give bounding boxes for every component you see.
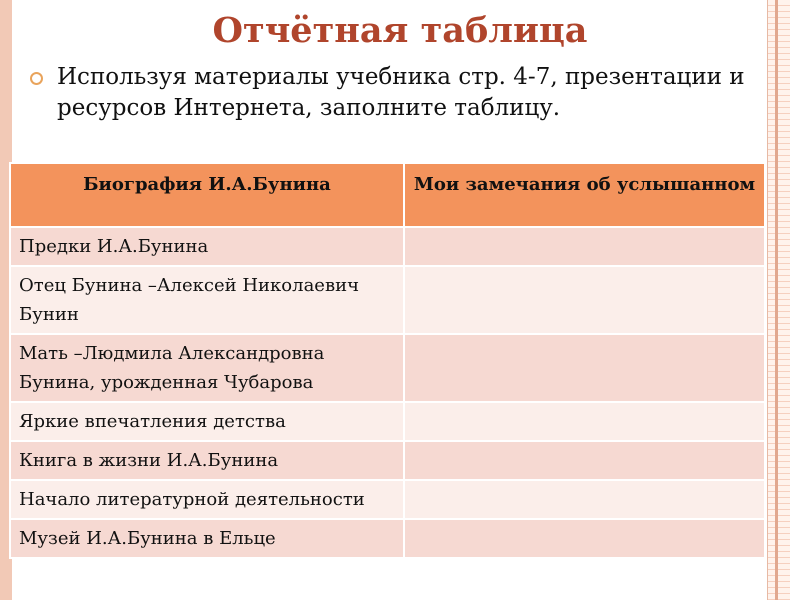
row-topic: Начало литературной деятельности (10, 480, 404, 519)
row-topic: Музей И.А.Бунина в Ельце (10, 519, 404, 558)
row-topic: Отец Бунина –Алексей Николаевич Бунин (10, 266, 404, 334)
table-row (10, 227, 765, 266)
row-notes-cell[interactable] (404, 480, 765, 519)
row-notes-cell[interactable] (404, 402, 765, 441)
table-row (10, 480, 765, 519)
table-row (10, 441, 765, 480)
table-row (10, 266, 765, 334)
report-table (9, 162, 766, 559)
ring-bullet-icon (30, 72, 43, 85)
table-header-row (10, 163, 765, 227)
row-notes-cell[interactable] (404, 334, 765, 402)
row-topic: Предки И.А.Бунина (10, 227, 404, 266)
row-topic: Яркие впечатления детства (10, 402, 404, 441)
table-row (10, 519, 765, 558)
right-decor-bar (767, 0, 790, 600)
right-decor-line (775, 0, 778, 600)
row-notes-cell[interactable] (404, 266, 765, 334)
row-topic: Мать –Людмила Александровна Бунина, урожденная Чубарова (10, 334, 404, 402)
header-notes: Мои замечания об услышанном (404, 163, 765, 227)
table-row (10, 402, 765, 441)
row-notes-cell[interactable] (404, 519, 765, 558)
header-biography: Биография И.А.Бунина (10, 163, 404, 227)
slide-title: Отчётная таблица (212, 10, 588, 51)
instruction-text: Используя материалы учебника стр. 4-7, презентации и ресурсов Интернета, заполните таблицу. (57, 64, 745, 121)
row-notes-cell[interactable] (404, 441, 765, 480)
row-topic: Книга в жизни И.А.Бунина (10, 441, 404, 480)
table-row (10, 334, 765, 402)
row-notes-cell[interactable] (404, 227, 765, 266)
instruction-bullet (30, 62, 765, 124)
